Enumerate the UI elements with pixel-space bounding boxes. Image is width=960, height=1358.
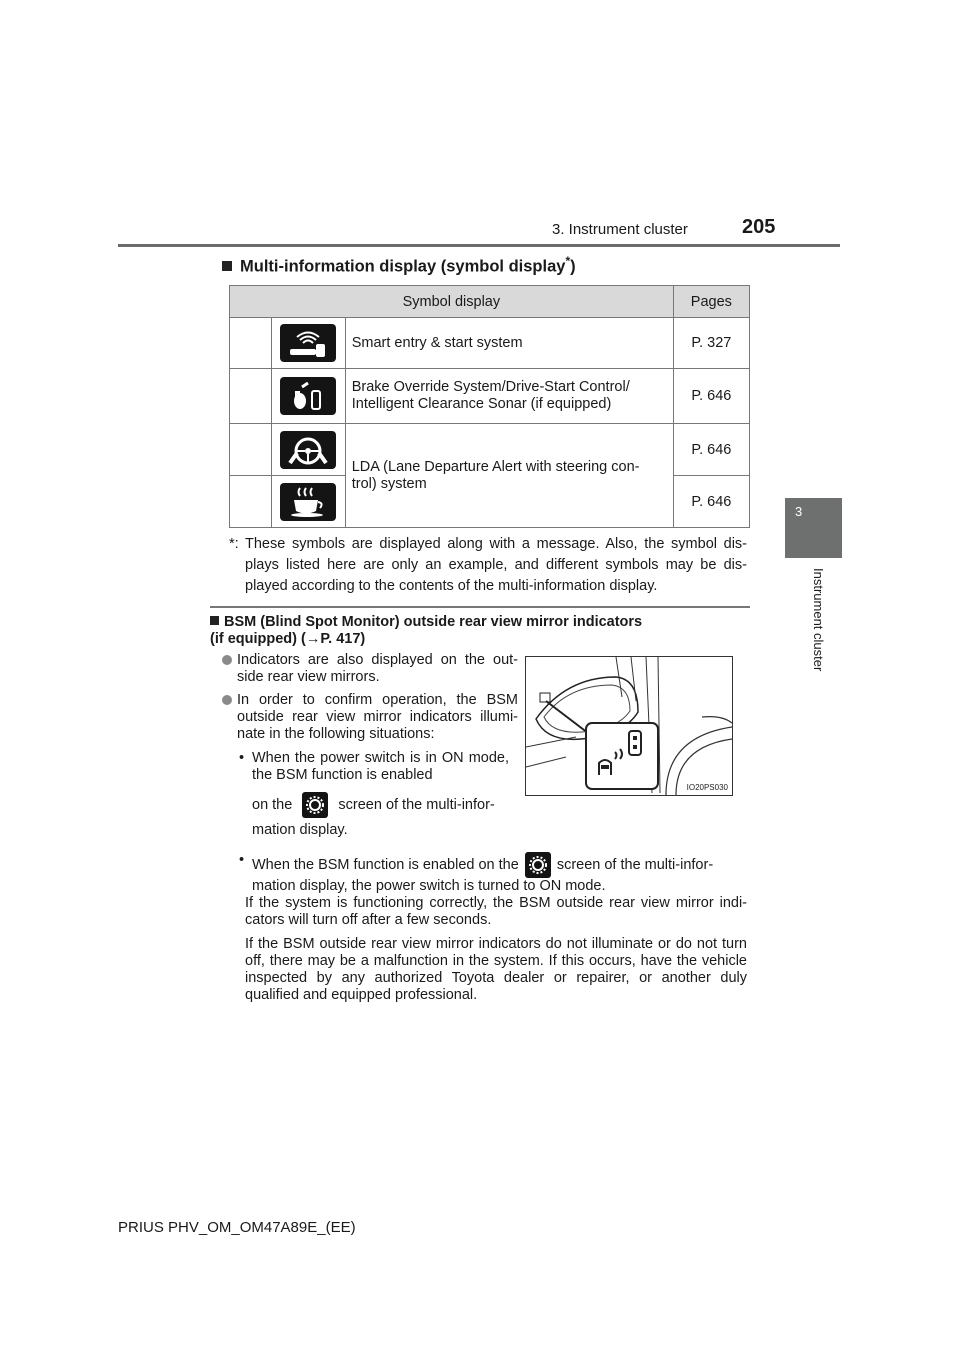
sub2-text-post: screen of the multi-infor- [556,856,714,873]
row-page: P. 646 [673,424,749,476]
sub2-text-end: mation display, the power switch is turned to ON mode. [252,878,606,894]
list-item [222,652,518,686]
row-desc: Brake Override System/Drive-Start Control/ Intelligent Clearance Sonar (if equipped) [345,369,673,424]
section-divider [210,606,750,608]
footnote-text: These symbols are displayed along with a message. Also, the symbol dis- plays listed here are only an example, and different symbols may be dis- played according to the contents of the multi-information display. [245,536,747,594]
section-title: Multi-information display (symbol display [240,257,566,276]
document-id: PRIUS PHV_OM_OM47A89E_(EE) [118,1219,356,1236]
col-header-pages: Pages [673,286,749,318]
sub-item-1-cont [252,792,532,818]
brake-override-icon [280,377,336,415]
table-header-row [230,286,750,318]
bullet-text: Indicators are also displayed on the out- side rear view mirrors. [237,652,518,685]
coffee-cup-icon [280,483,336,521]
smart-key-icon [280,324,336,362]
table-row [230,318,750,369]
side-tab-number: 3 [795,504,803,519]
round-bullet-icon [222,695,232,705]
sub1-text-end: mation display. [252,822,348,838]
row-page: P. 646 [673,476,749,528]
col-header-symbol: Symbol display [230,286,674,318]
sub-item-1: • When the power switch is in ON mode, the BSM function is enabled [239,750,509,783]
sub-item-2: • When the BSM function is enabled on the screen of the multi-infor- [239,852,759,878]
side-tab-label: Instrument cluster [811,568,826,672]
sub2-text-pre: When the BSM function is enabled on the [252,856,519,873]
bsm-heading-line1: BSM (Blind Spot Monitor) outside rear view mirror indicators [224,614,643,630]
square-bullet-icon [222,261,232,271]
bsm-bullets [222,652,518,749]
row-page: P. 327 [673,318,749,369]
sub1-text-pre: on the [252,796,293,813]
round-bullet-icon [222,655,232,665]
section-heading [222,254,576,277]
mirror-indicator-illustration [525,656,733,796]
gear-settings-icon [525,852,551,878]
bullet-text: In order to confirm operation, the BSM outside rear view mirror indicators illumi- nate in the following situations: [237,692,518,742]
page-number: 205 [742,216,776,238]
footnote-mark: *: [229,536,239,552]
header-divider [118,244,840,247]
steering-wheel-hands-icon [280,431,336,469]
bsm-heading [210,614,642,648]
gear-settings-icon [302,792,328,818]
square-bullet-icon [210,616,219,625]
bsm-heading-line2: (if equipped) (→P. 417) [210,631,366,647]
row-page: P. 646 [673,369,749,424]
side-tab-chapter [785,498,842,558]
row-desc: LDA (Lane Departure Alert with steering con- trol) system [345,424,673,528]
paragraph-malfunction: If the BSM outside rear view mirror indicators do not illuminate or do not turn off, there may be a malfunction in the system. If this occurs, have the vehicle inspected by any authorized Toyota dealer or repairer, or another duly qualified and equipped professional. [245,936,747,1003]
chapter-title: 3. Instrument cluster [552,221,688,238]
sub1-text: When the power switch is in ON mode, the BSM function is enabled [252,750,509,783]
row-desc: Smart entry & start system [345,318,673,369]
paragraph-normal-operation: If the system is functioning correctly, the BSM outside rear view mirror indi- cators will turn off after a few seconds. [245,895,747,928]
list-item [222,692,518,743]
figure-code: IO20PS030 [686,783,728,792]
footnote [229,534,747,597]
section-title-end: ) [570,257,576,276]
table-row [230,369,750,424]
table-row [230,424,750,476]
section-title-mark: * [565,254,571,268]
symbol-table [229,285,750,528]
sub1-text-post: screen of the multi-infor- [338,796,495,813]
side-tab-label-box [785,558,842,718]
